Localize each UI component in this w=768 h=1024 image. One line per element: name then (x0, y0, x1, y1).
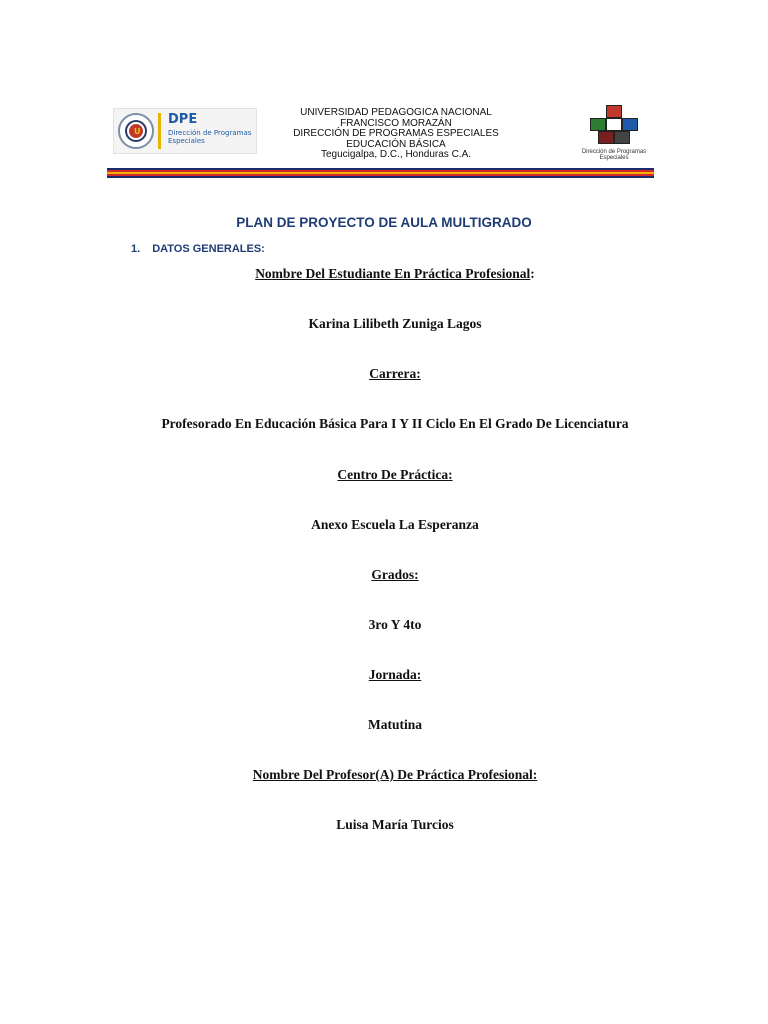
dpe-logo-title: DPE (168, 112, 198, 127)
field-value-career: Profesorado En Educación Básica Para I Y II Ciclo En El Grado De Licenciatura (161, 416, 629, 431)
field-label-center (0, 467, 768, 483)
field-label-career (0, 366, 768, 382)
field-label-suffix: : (530, 266, 535, 281)
cube-logo-icon (590, 105, 638, 145)
field-label-text: Nombre Del Profesor(A) De Práctica Profesional: (252, 767, 538, 782)
field-label-shift (0, 667, 768, 683)
university-seal-icon: U (118, 113, 154, 149)
stripe (107, 176, 654, 178)
dpe-logo (113, 108, 257, 154)
section-title: DATOS GENERALES: (152, 243, 265, 255)
field-value-teacher: Luisa María Turcios (336, 817, 454, 832)
field-label-text: Jornada: (368, 667, 422, 682)
document-title: PLAN DE PROYECTO DE AULA MULTIGRADO (236, 215, 532, 230)
header-stripes (107, 168, 654, 178)
field-value-student: Karina Lilibeth Zuniga Lagos (308, 316, 482, 331)
programs-logo (578, 105, 650, 163)
field-value-center: Anexo Escuela La Esperanza (311, 517, 479, 532)
header-line: DIRECCIÓN DE PROGRAMAS ESPECIALES (293, 128, 499, 139)
field-label-text: Grados: (371, 567, 419, 582)
dpe-logo-subtitle: Dirección de Programas Especiales (168, 129, 252, 145)
header-line: EDUCACIÓN BÁSICA (346, 138, 446, 150)
section-number: 1. (131, 243, 141, 255)
field-label-student (0, 266, 768, 282)
field-value-shift: Matutina (368, 717, 422, 732)
field-label-text: Nombre Del Estudiante En Práctica Profesional (255, 266, 531, 281)
field-label-text: Carrera: (369, 366, 421, 381)
programs-logo-caption: Dirección de Programas Especiales (581, 149, 647, 161)
field-label-teacher (0, 767, 768, 783)
logo-divider (158, 113, 161, 149)
section-heading (131, 243, 265, 255)
field-label-grades (0, 567, 768, 583)
header-line: FRANCISCO MORAZÁN (340, 117, 452, 129)
institution-header (266, 108, 526, 161)
header-line: UNIVERSIDAD PEDAGOGICA NACIONAL (300, 107, 492, 118)
field-value-grades: 3ro Y 4to (368, 617, 422, 632)
field-label-text: Centro De Práctica: (337, 467, 453, 482)
header-line: Tegucigalpa, D.C., Honduras C.A. (320, 149, 472, 160)
